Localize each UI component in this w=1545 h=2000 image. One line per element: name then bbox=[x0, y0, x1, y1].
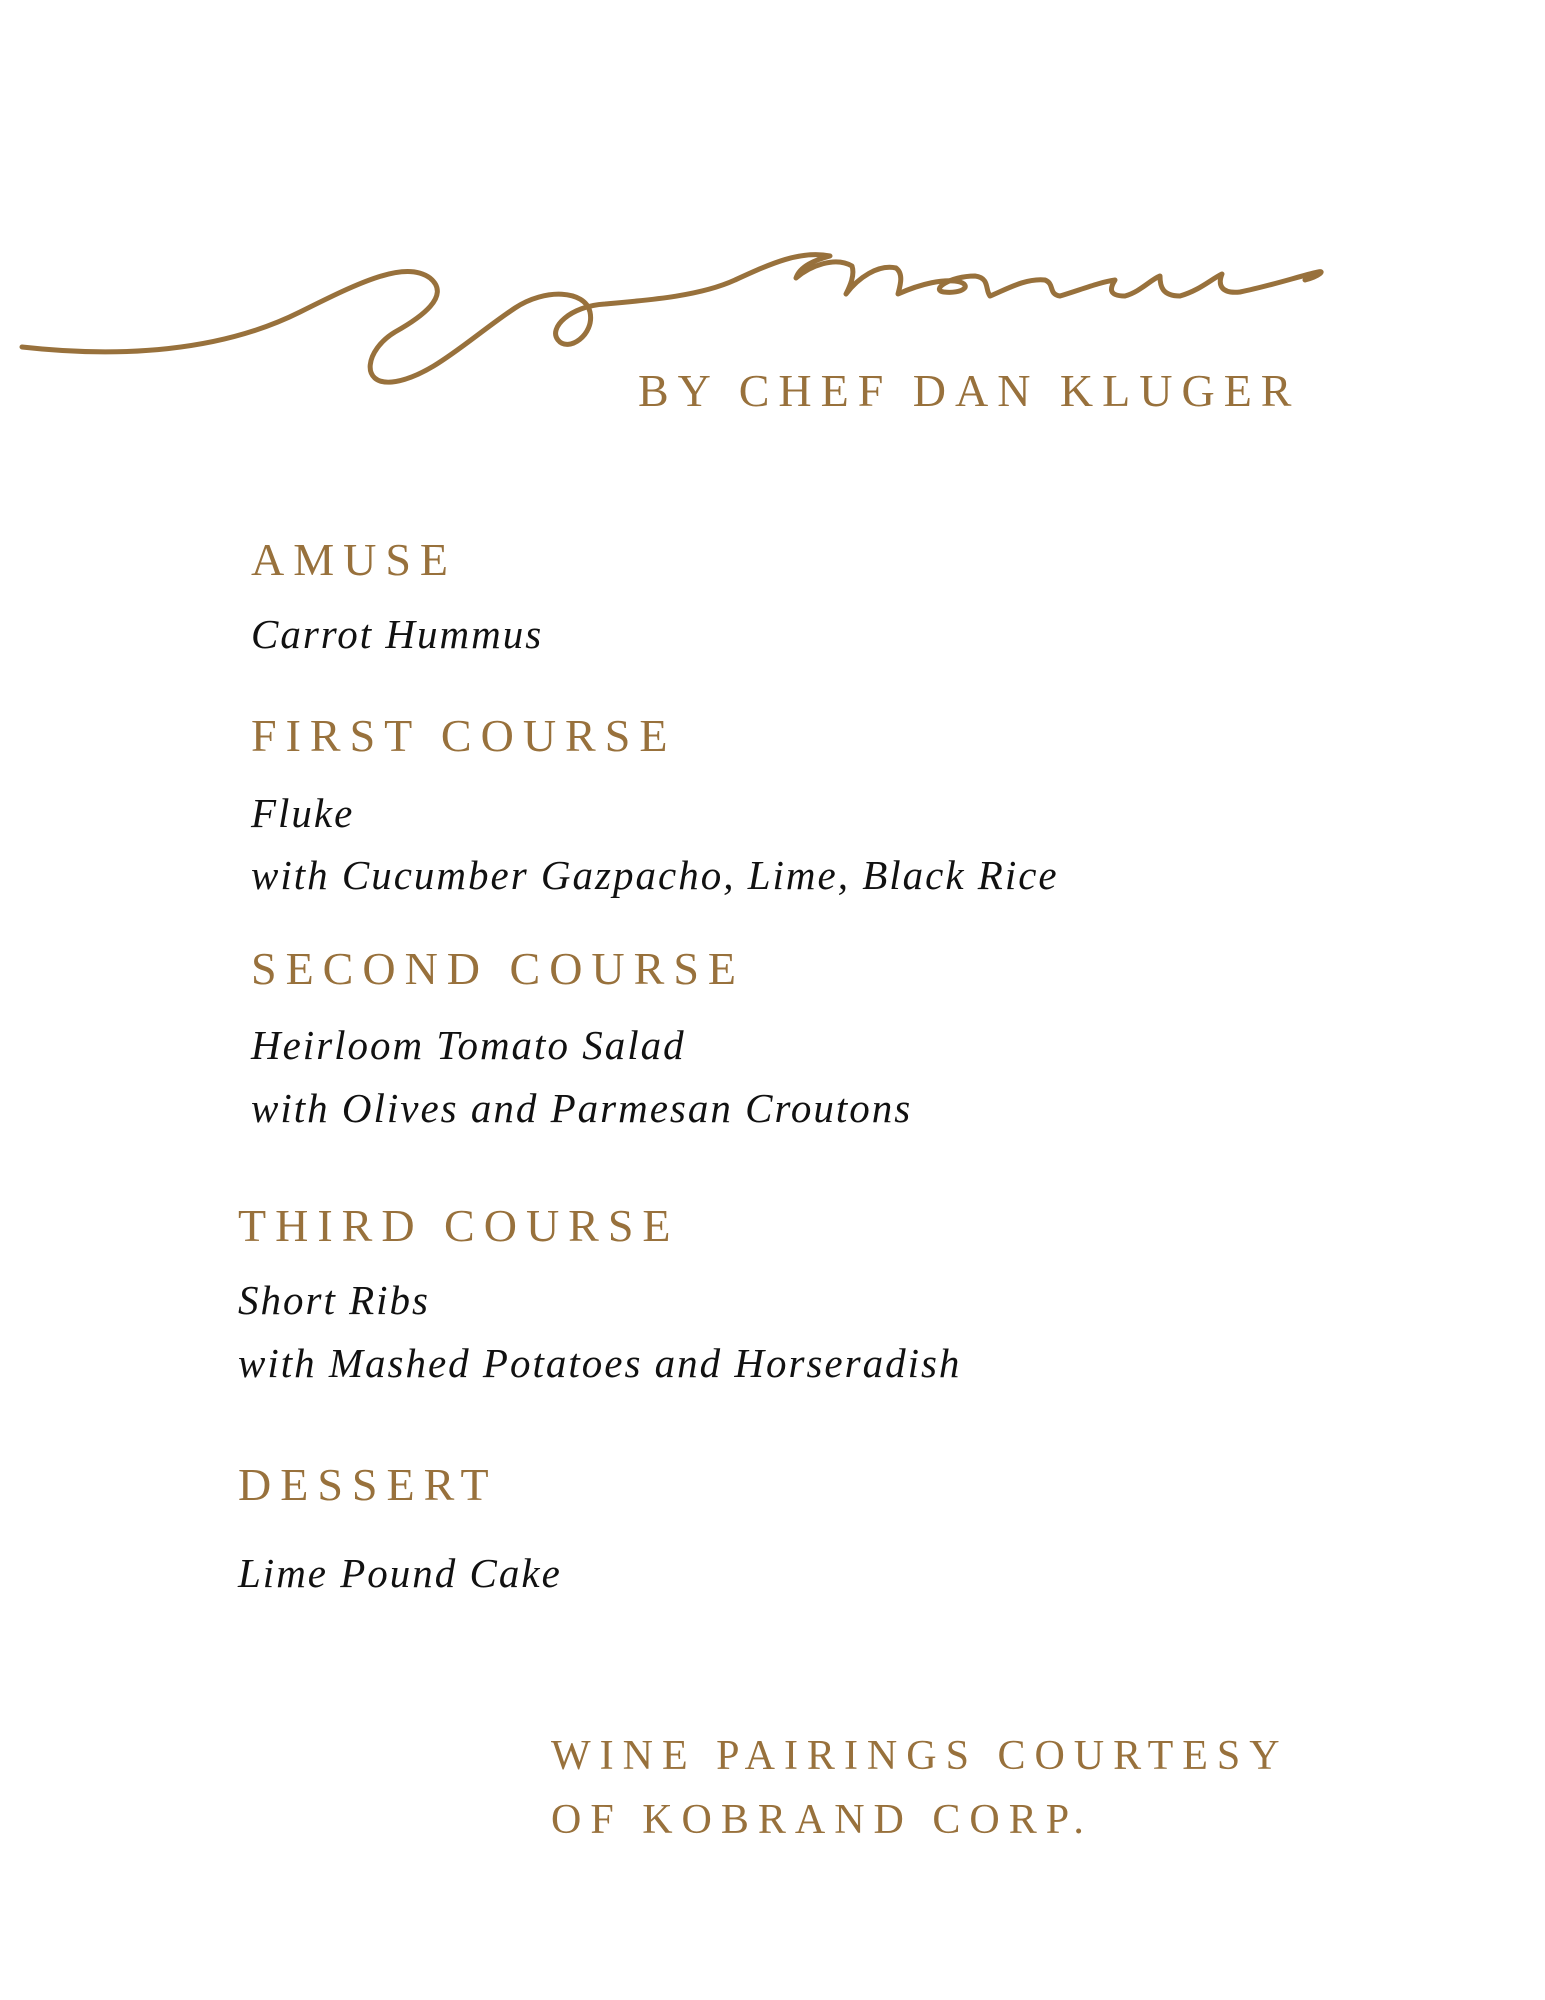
dish-line: Lime Pound Cake bbox=[238, 1550, 562, 1596]
section-heading-first-course: FIRST COURSE bbox=[251, 710, 677, 761]
dish-line: Fluke bbox=[251, 790, 355, 836]
dish-line: Heirloom Tomato Salad bbox=[251, 1022, 686, 1068]
dish-line: with Cucumber Gazpacho, Lime, Black Rice bbox=[251, 852, 1059, 898]
dish-line: with Mashed Potatoes and Horseradish bbox=[238, 1340, 962, 1386]
section-heading-dessert: DESSERT bbox=[238, 1459, 498, 1510]
wine-pairings-note bbox=[551, 1724, 1289, 1852]
chef-byline: BY CHEF DAN KLUGER bbox=[638, 365, 1301, 416]
dish-line: Carrot Hummus bbox=[251, 611, 544, 657]
dish-line: Short Ribs bbox=[238, 1277, 430, 1323]
dish-line: with Olives and Parmesan Croutons bbox=[251, 1085, 913, 1131]
wine-pairings-line-1: WINE PAIRINGS COURTESY bbox=[551, 1733, 1289, 1779]
section-heading-second-course: SECOND COURSE bbox=[251, 943, 746, 994]
section-heading-third-course: THIRD COURSE bbox=[238, 1200, 680, 1251]
wine-pairings-line-2: OF KOBRAND CORP. bbox=[551, 1797, 1093, 1843]
section-heading-amuse: AMUSE bbox=[251, 534, 458, 585]
